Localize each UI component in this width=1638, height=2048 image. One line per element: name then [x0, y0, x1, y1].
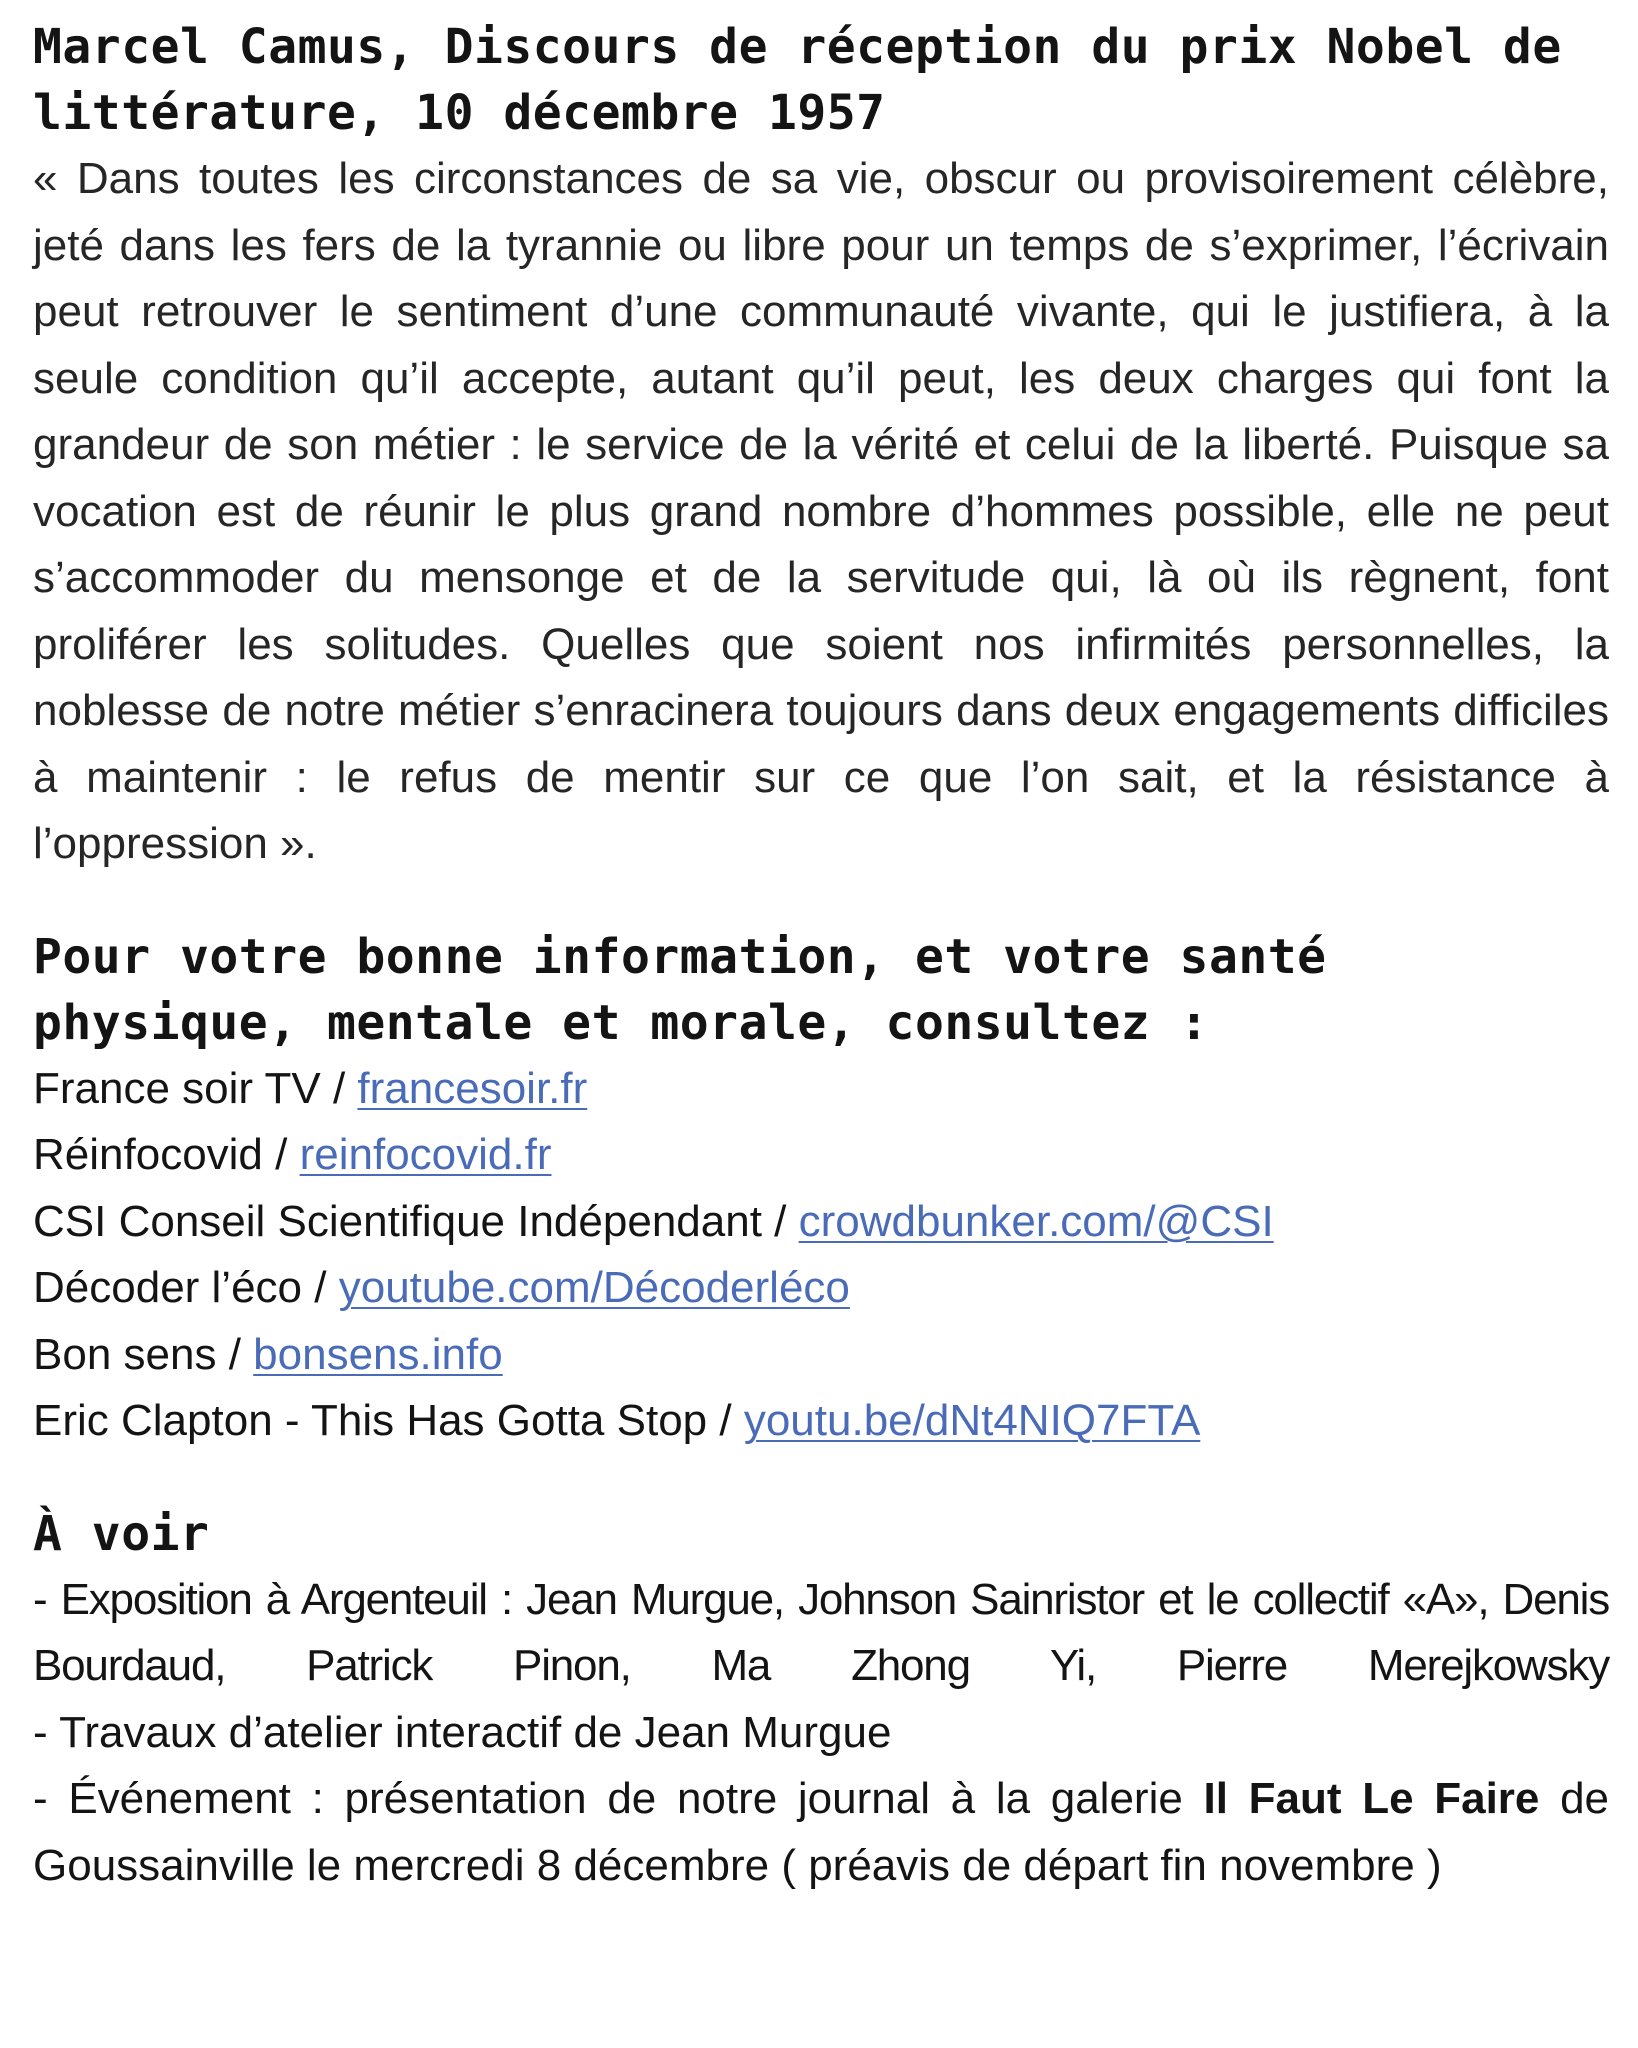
link-row: [33, 1388, 1609, 1455]
quote-section: [33, 14, 1609, 878]
travaux-item: - Travaux d’atelier interactif de Jean Murgue: [33, 1707, 892, 1757]
crowdbunker-link[interactable]: crowdbunker.com/@CSI: [798, 1196, 1274, 1246]
link-label: France soir TV: [33, 1063, 321, 1113]
link-row: [33, 1056, 1609, 1123]
link-label: Réinfocovid: [33, 1130, 263, 1179]
section-spacer: [33, 878, 1609, 924]
evenement-text-start: - Événement : présentation de notre journal à la galerie: [33, 1774, 1204, 1823]
quote-text: « Dans toutes les circonstances de sa vie, obscur ou provisoirement célèbre, jeté dans les fers de la tyrannie ou libre pour un temps de s’exprimer, l’écrivain peut retrouver le sentiment d’une communauté vivante, qui le justifiera, à la seule condition qu’il accepte, autant qu’il peut, les deux charges qui font la grandeur de son métier : le service de la vérité et celui de la liberté. Puisque sa vocation est de réunir le plus grand nombre d’hommes possible, elle ne peut s’accommoder du mensonge et de la servitude qui, là où ils règnent, font proliférer les solitudes. Quelles que soient nos infirmités personnelles, la noblesse de notre métier s’enracinera toujours dans deux engagements difficiles à maintenir : le refus de mentir sur ce que l’on sait, et la résistance à l’oppression ».: [33, 154, 1609, 868]
francesoir-link[interactable]: francesoir.fr: [357, 1063, 588, 1113]
link-label: Décoder l’éco: [33, 1263, 303, 1312]
link-label: CSI Conseil Scientifique Indépendant: [33, 1196, 762, 1246]
info-section: [33, 924, 1609, 1455]
a-voir-heading: À voir: [33, 1505, 210, 1562]
info-heading: Pour votre bonne information, et votre santé physique, mentale et morale, consultez :: [33, 928, 1327, 1051]
link-separator: /: [216, 1329, 254, 1379]
link-label: Bon sens: [33, 1329, 217, 1379]
youtu-be-link[interactable]: youtu.be/dNt4NIQ7FTA: [743, 1396, 1201, 1445]
reinfocovid-link[interactable]: reinfocovid.fr: [299, 1130, 552, 1179]
exposition-item: - Exposition à Argenteuil : Jean Murgue, Johnson Sainristor et le collectif «A», Denis Bourdaud, Patrick Pinon, Ma Zhong Yi, Pierre Merejkowsky: [33, 1574, 1609, 1690]
evenement-text-end: de Goussainville le mercredi 8 décembre ( préavis de départ fin novembre ): [33, 1774, 1610, 1890]
link-row: [33, 1122, 1609, 1189]
evenement-item: [33, 1766, 1609, 1899]
a-voir-section: [33, 1501, 1609, 1900]
link-row: [33, 1255, 1609, 1322]
link-row: [33, 1322, 1609, 1389]
bonsens-link[interactable]: bonsens.info: [253, 1329, 503, 1379]
link-separator: /: [761, 1196, 799, 1246]
gallery-name: Il Faut Le Faire: [1203, 1774, 1540, 1823]
link-separator: /: [707, 1396, 744, 1445]
link-separator: /: [320, 1063, 358, 1113]
youtube-decoder-leco-link[interactable]: youtube.com/Décoderléco: [338, 1263, 850, 1312]
link-separator: /: [262, 1130, 300, 1179]
quote-title: Marcel Camus, Discours de réception du prix Nobel de littérature, 10 décembre 1957: [33, 19, 1562, 141]
document-page: [33, 14, 1609, 1899]
link-separator: /: [302, 1263, 339, 1312]
link-label: Eric Clapton - This Has Gotta Stop: [33, 1396, 708, 1445]
section-spacer: [33, 1455, 1609, 1501]
link-row: [33, 1189, 1609, 1256]
